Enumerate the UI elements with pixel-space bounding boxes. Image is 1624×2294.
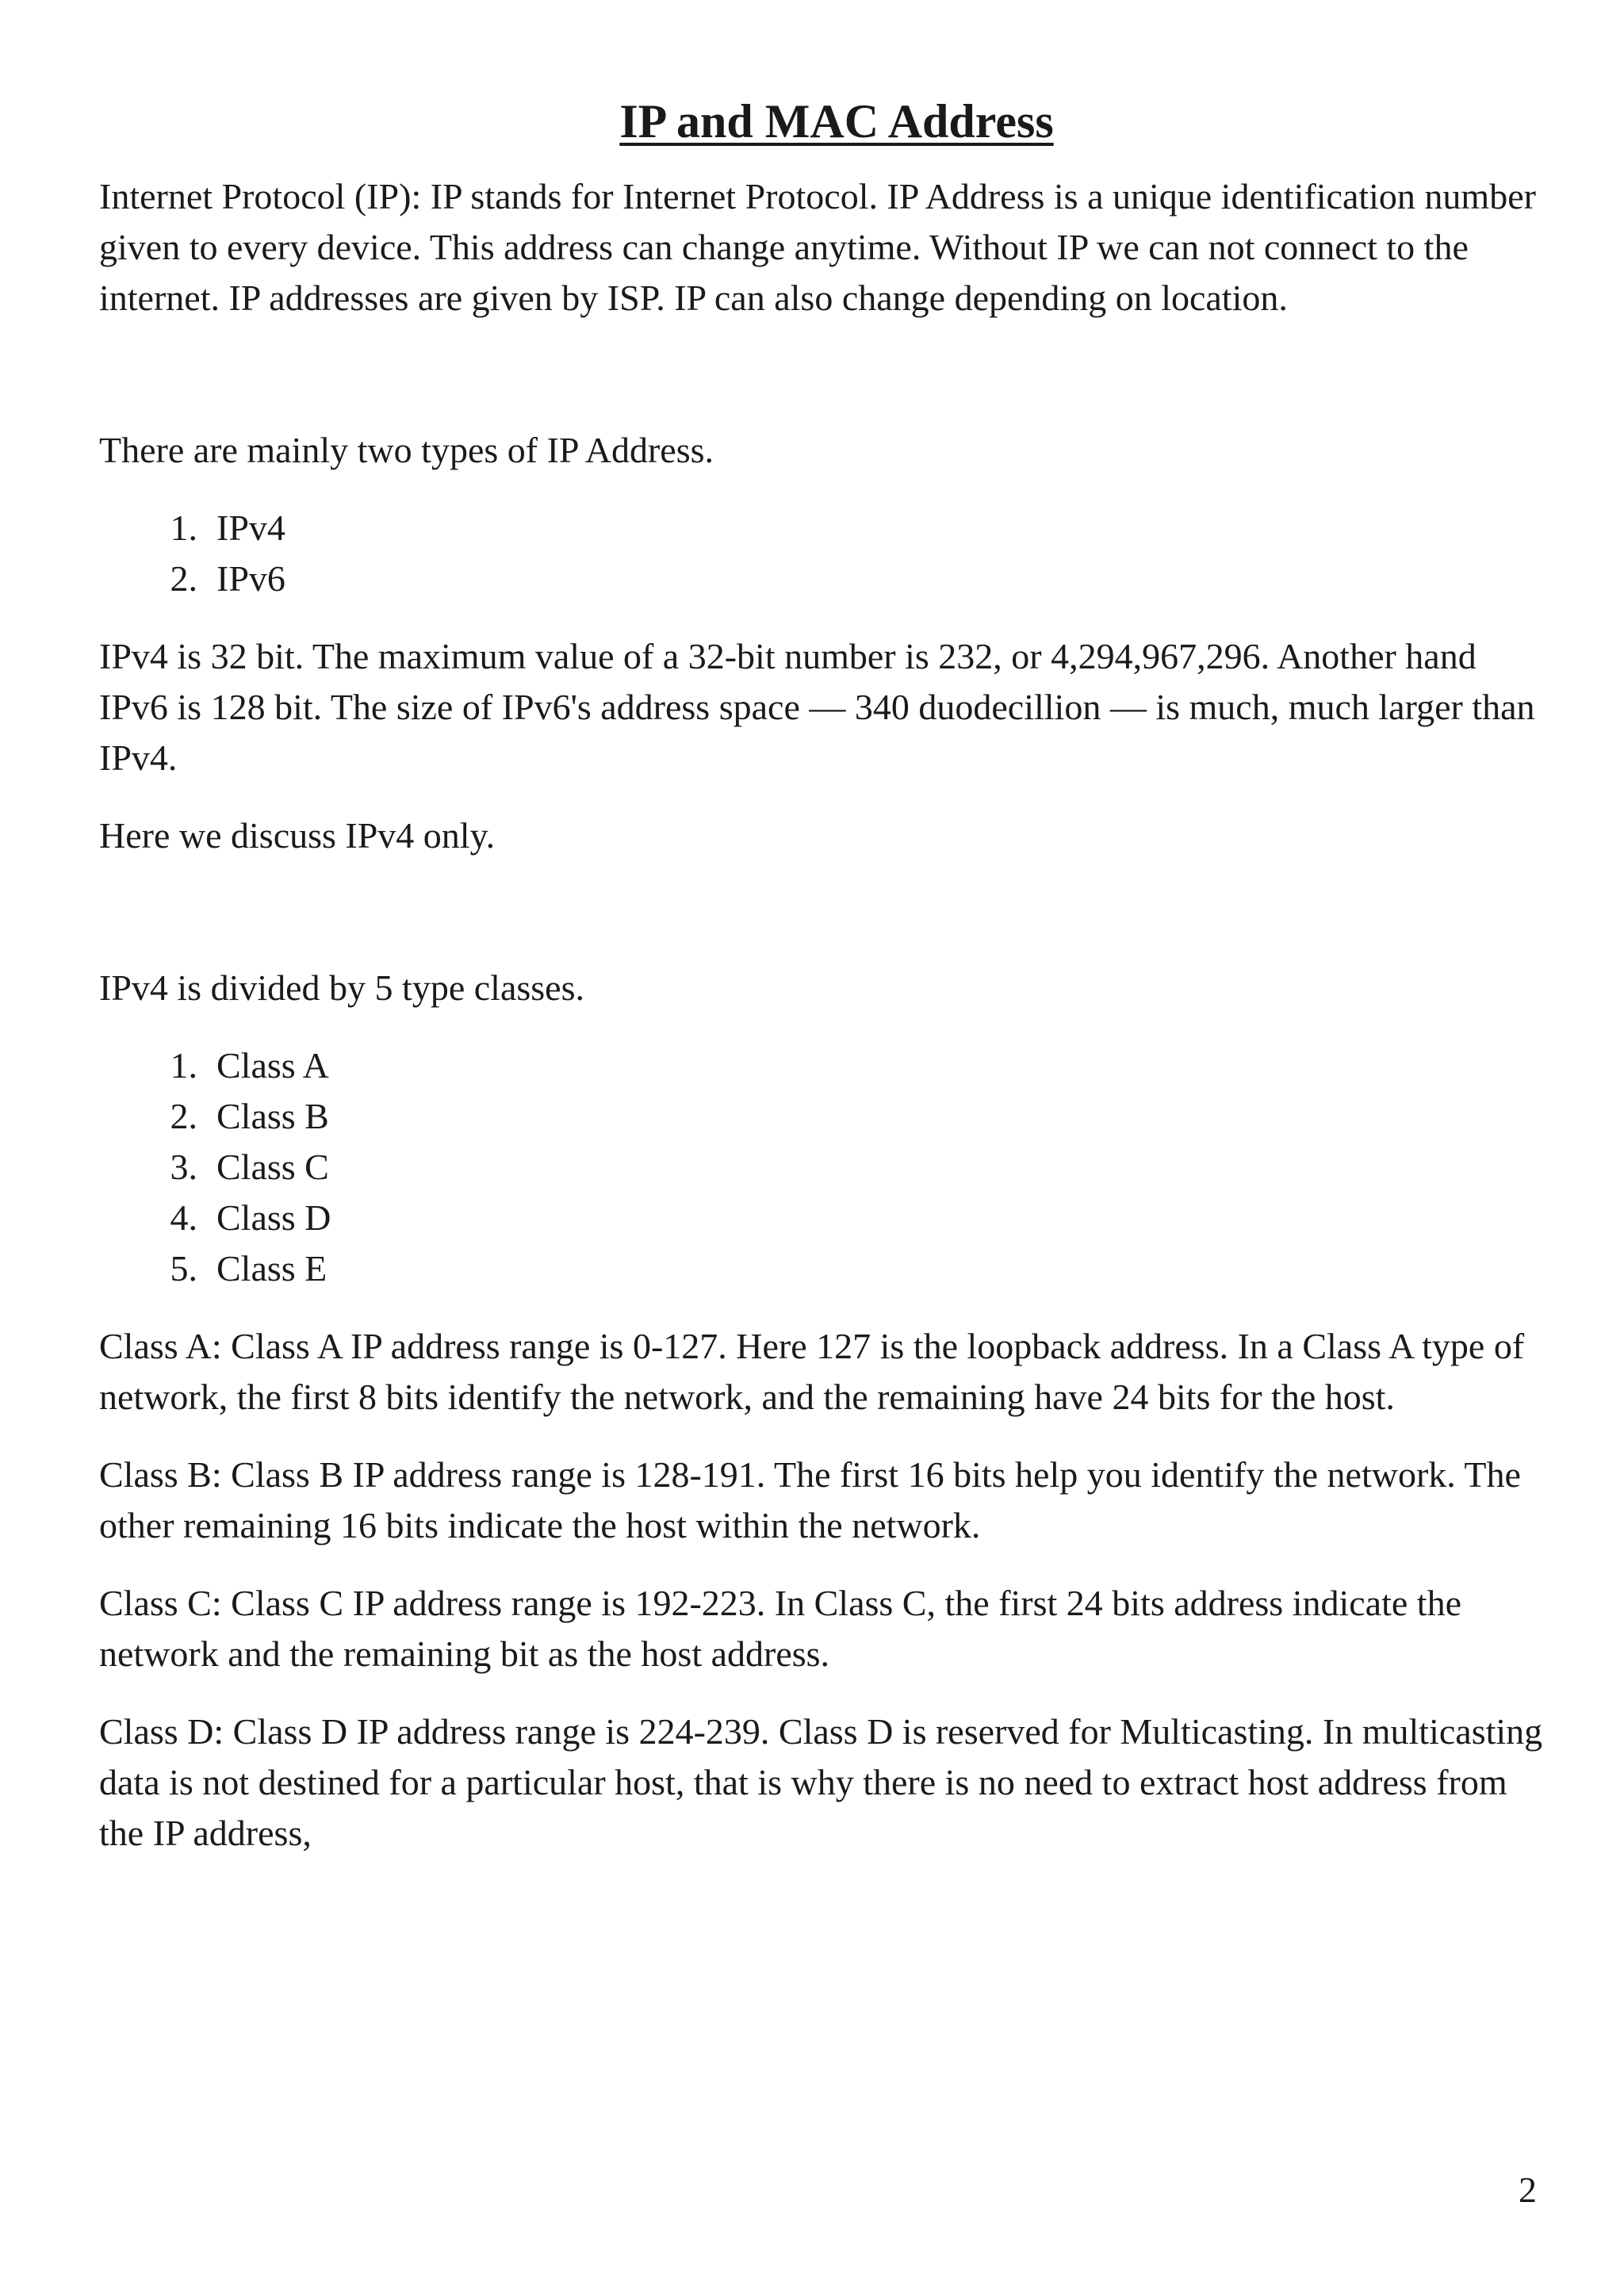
types-intro-paragraph: There are mainly two types of IP Address. bbox=[99, 430, 714, 470]
class-b-paragraph: Class B: Class B IP address range is 128-191. The first 16 bits help you identify the network. The other remaining 16 bits indicate the host within the network. bbox=[99, 1454, 1521, 1545]
list-number: 3. bbox=[170, 1147, 197, 1187]
list-item bbox=[99, 1142, 1550, 1193]
list-item-label: IPv4 bbox=[216, 507, 285, 548]
list-item bbox=[99, 1091, 1550, 1142]
list-item bbox=[99, 1193, 1550, 1243]
list-item-label: Class B bbox=[216, 1096, 329, 1136]
class-a-paragraph: Class A: Class A IP address range is 0-127. Here 127 is the loopback address. In a Class A type of network, the first 8 bits identify the network, and the remaining have 24 bits for the host. bbox=[99, 1326, 1525, 1417]
ip-types-list bbox=[99, 503, 1550, 604]
list-item-label: Class A bbox=[216, 1045, 329, 1086]
list-item-label: IPv6 bbox=[216, 558, 285, 599]
class-c-paragraph: Class C: Class C IP address range is 192-223. In Class C, the first 24 bits address indicate the network and the remaining bit as the host address. bbox=[99, 1583, 1461, 1674]
class-d-paragraph: Class D: Class D IP address range is 224-239. Class D is reserved for Multicasting. In multicasting data is not destined for a particular host, that is why there is no need to extract host address from the IP address, bbox=[99, 1711, 1543, 1853]
list-item-label: Class E bbox=[216, 1248, 327, 1289]
page-title: IP and MAC Address bbox=[619, 95, 1054, 147]
list-number: 1. bbox=[170, 1045, 197, 1086]
classes-list bbox=[99, 1040, 1550, 1294]
list-number: 4. bbox=[170, 1197, 197, 1238]
document-page bbox=[99, 95, 1550, 1859]
discuss-paragraph: Here we discuss IPv4 only. bbox=[99, 815, 496, 856]
list-item bbox=[99, 503, 1550, 553]
list-number: 1. bbox=[170, 507, 197, 548]
intro-paragraph: Internet Protocol (IP): IP stands for Internet Protocol. IP Address is a unique identification number given to every device. This address can change anytime. Without IP we can not connect to the internet. IP addresses are given by ISP. IP can also change depending on location. bbox=[99, 176, 1536, 318]
ipv4-vs-ipv6-paragraph: IPv4 is 32 bit. The maximum value of a 32-bit number is 232, or 4,294,967,296. Another hand IPv6 is 128 bit. The size of IPv6's address space — 340 duodecillion — is much, much larger than IPv4. bbox=[99, 636, 1535, 778]
list-number: 2. bbox=[170, 1096, 197, 1136]
list-item-label: Class C bbox=[216, 1147, 329, 1187]
list-item bbox=[99, 553, 1550, 604]
list-number: 2. bbox=[170, 558, 197, 599]
list-number: 5. bbox=[170, 1248, 197, 1289]
list-item-label: Class D bbox=[216, 1197, 331, 1238]
list-item bbox=[99, 1040, 1550, 1091]
page-number: 2 bbox=[1519, 2170, 1537, 2210]
list-item bbox=[99, 1243, 1550, 1294]
classes-intro-paragraph: IPv4 is divided by 5 type classes. bbox=[99, 967, 584, 1008]
